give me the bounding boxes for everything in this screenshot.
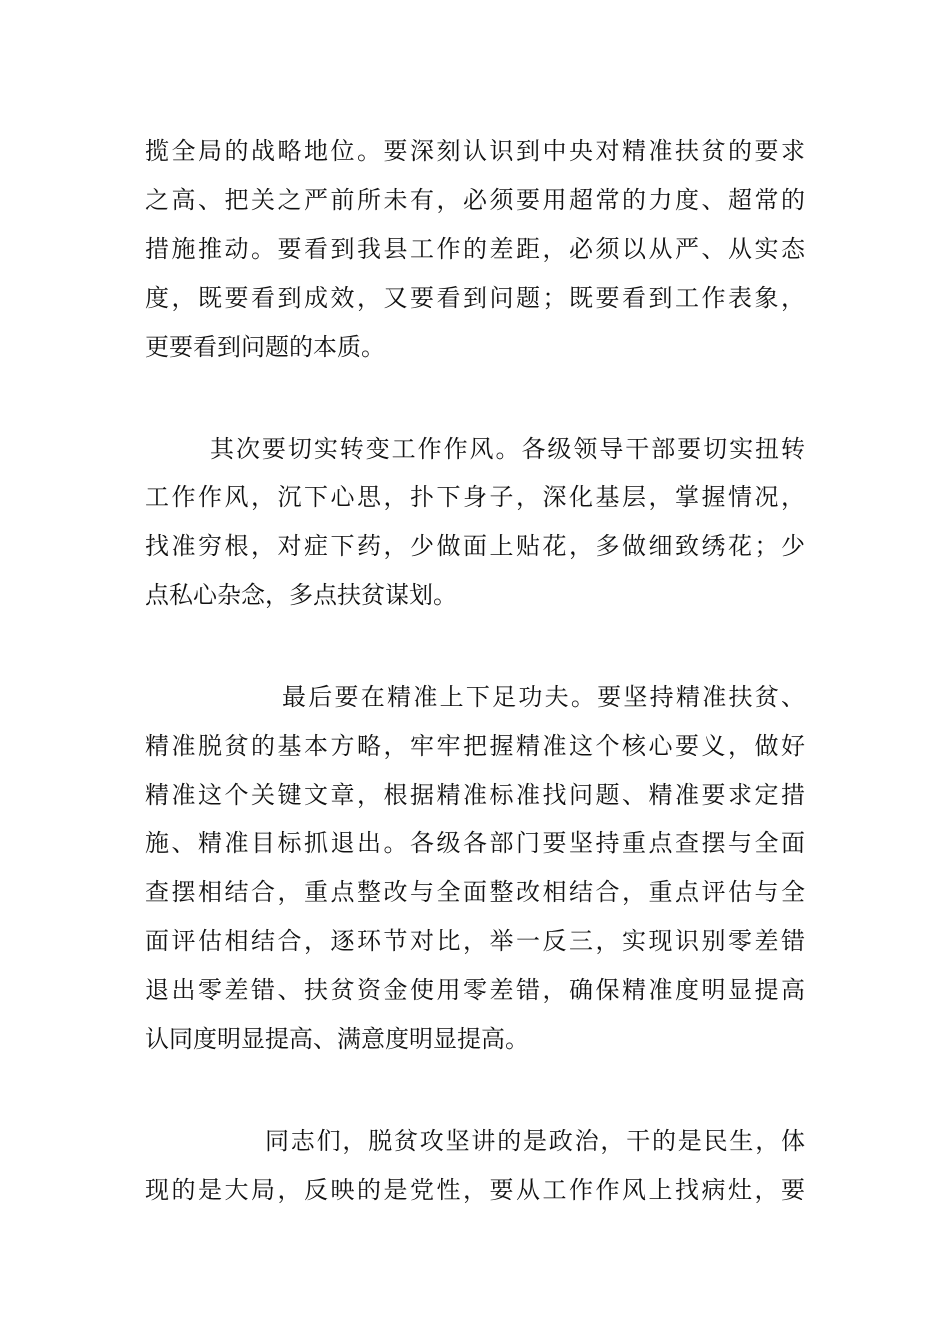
paragraph-line: 找准穷根，对症下药，少做面上贴花，多做细致绣花；少 (145, 532, 805, 560)
paragraph-line: 其次要切实转变工作作风。各级领导干部要切实扭转 (210, 435, 805, 463)
paragraph-line: 度，既要看到成效，又要看到问题；既要看到工作表象， (145, 284, 805, 312)
paragraph-line: 精准这个关键文章，根据精准标准找问题、精准要求定措 (145, 781, 805, 809)
paragraph-line: 面评估相结合，逐环节对比，举一反三，实现识别零差错 (145, 927, 805, 955)
paragraph-line: 措施推动。要看到我县工作的差距，必须以从严、从实态 (145, 235, 805, 263)
paragraph-line: 认同度明显提高、满意度明显提高。 (145, 1025, 529, 1053)
paragraph-line: 之高、把关之严前所未有，必须要用超常的力度、超常的 (145, 186, 805, 214)
paragraph-line: 最后要在精准上下足功夫。要坚持精准扶贫、 (282, 683, 805, 711)
paragraph-line: 精准脱贫的基本方略，牢牢把握精准这个核心要义，做好 (145, 732, 805, 760)
paragraph-line: 现的是大局，反映的是党性，要从工作作风上找病灶，要 (145, 1176, 805, 1204)
paragraph-line: 揽全局的战略地位。要深刻认识到中央对精准扶贫的要求 (145, 137, 805, 165)
paragraph-line: 退出零差错、扶贫资金使用零差错，确保精准度明显提高 (145, 976, 805, 1004)
paragraph-line: 更要看到问题的本质。 (145, 333, 385, 361)
paragraph-line: 工作作风，沉下心思，扑下身子，深化基层，掌握情况， (145, 483, 805, 511)
paragraph-line: 查摆相结合，重点整改与全面整改相结合，重点评估与全 (145, 878, 805, 906)
paragraph-line: 点私心杂念，多点扶贫谋划。 (145, 581, 457, 609)
paragraph-line: 施、精准目标抓退出。各级各部门要坚持重点查摆与全面 (145, 829, 805, 857)
paragraph-line: 同志们，脱贫攻坚讲的是政治，干的是民生，体 (265, 1127, 805, 1155)
